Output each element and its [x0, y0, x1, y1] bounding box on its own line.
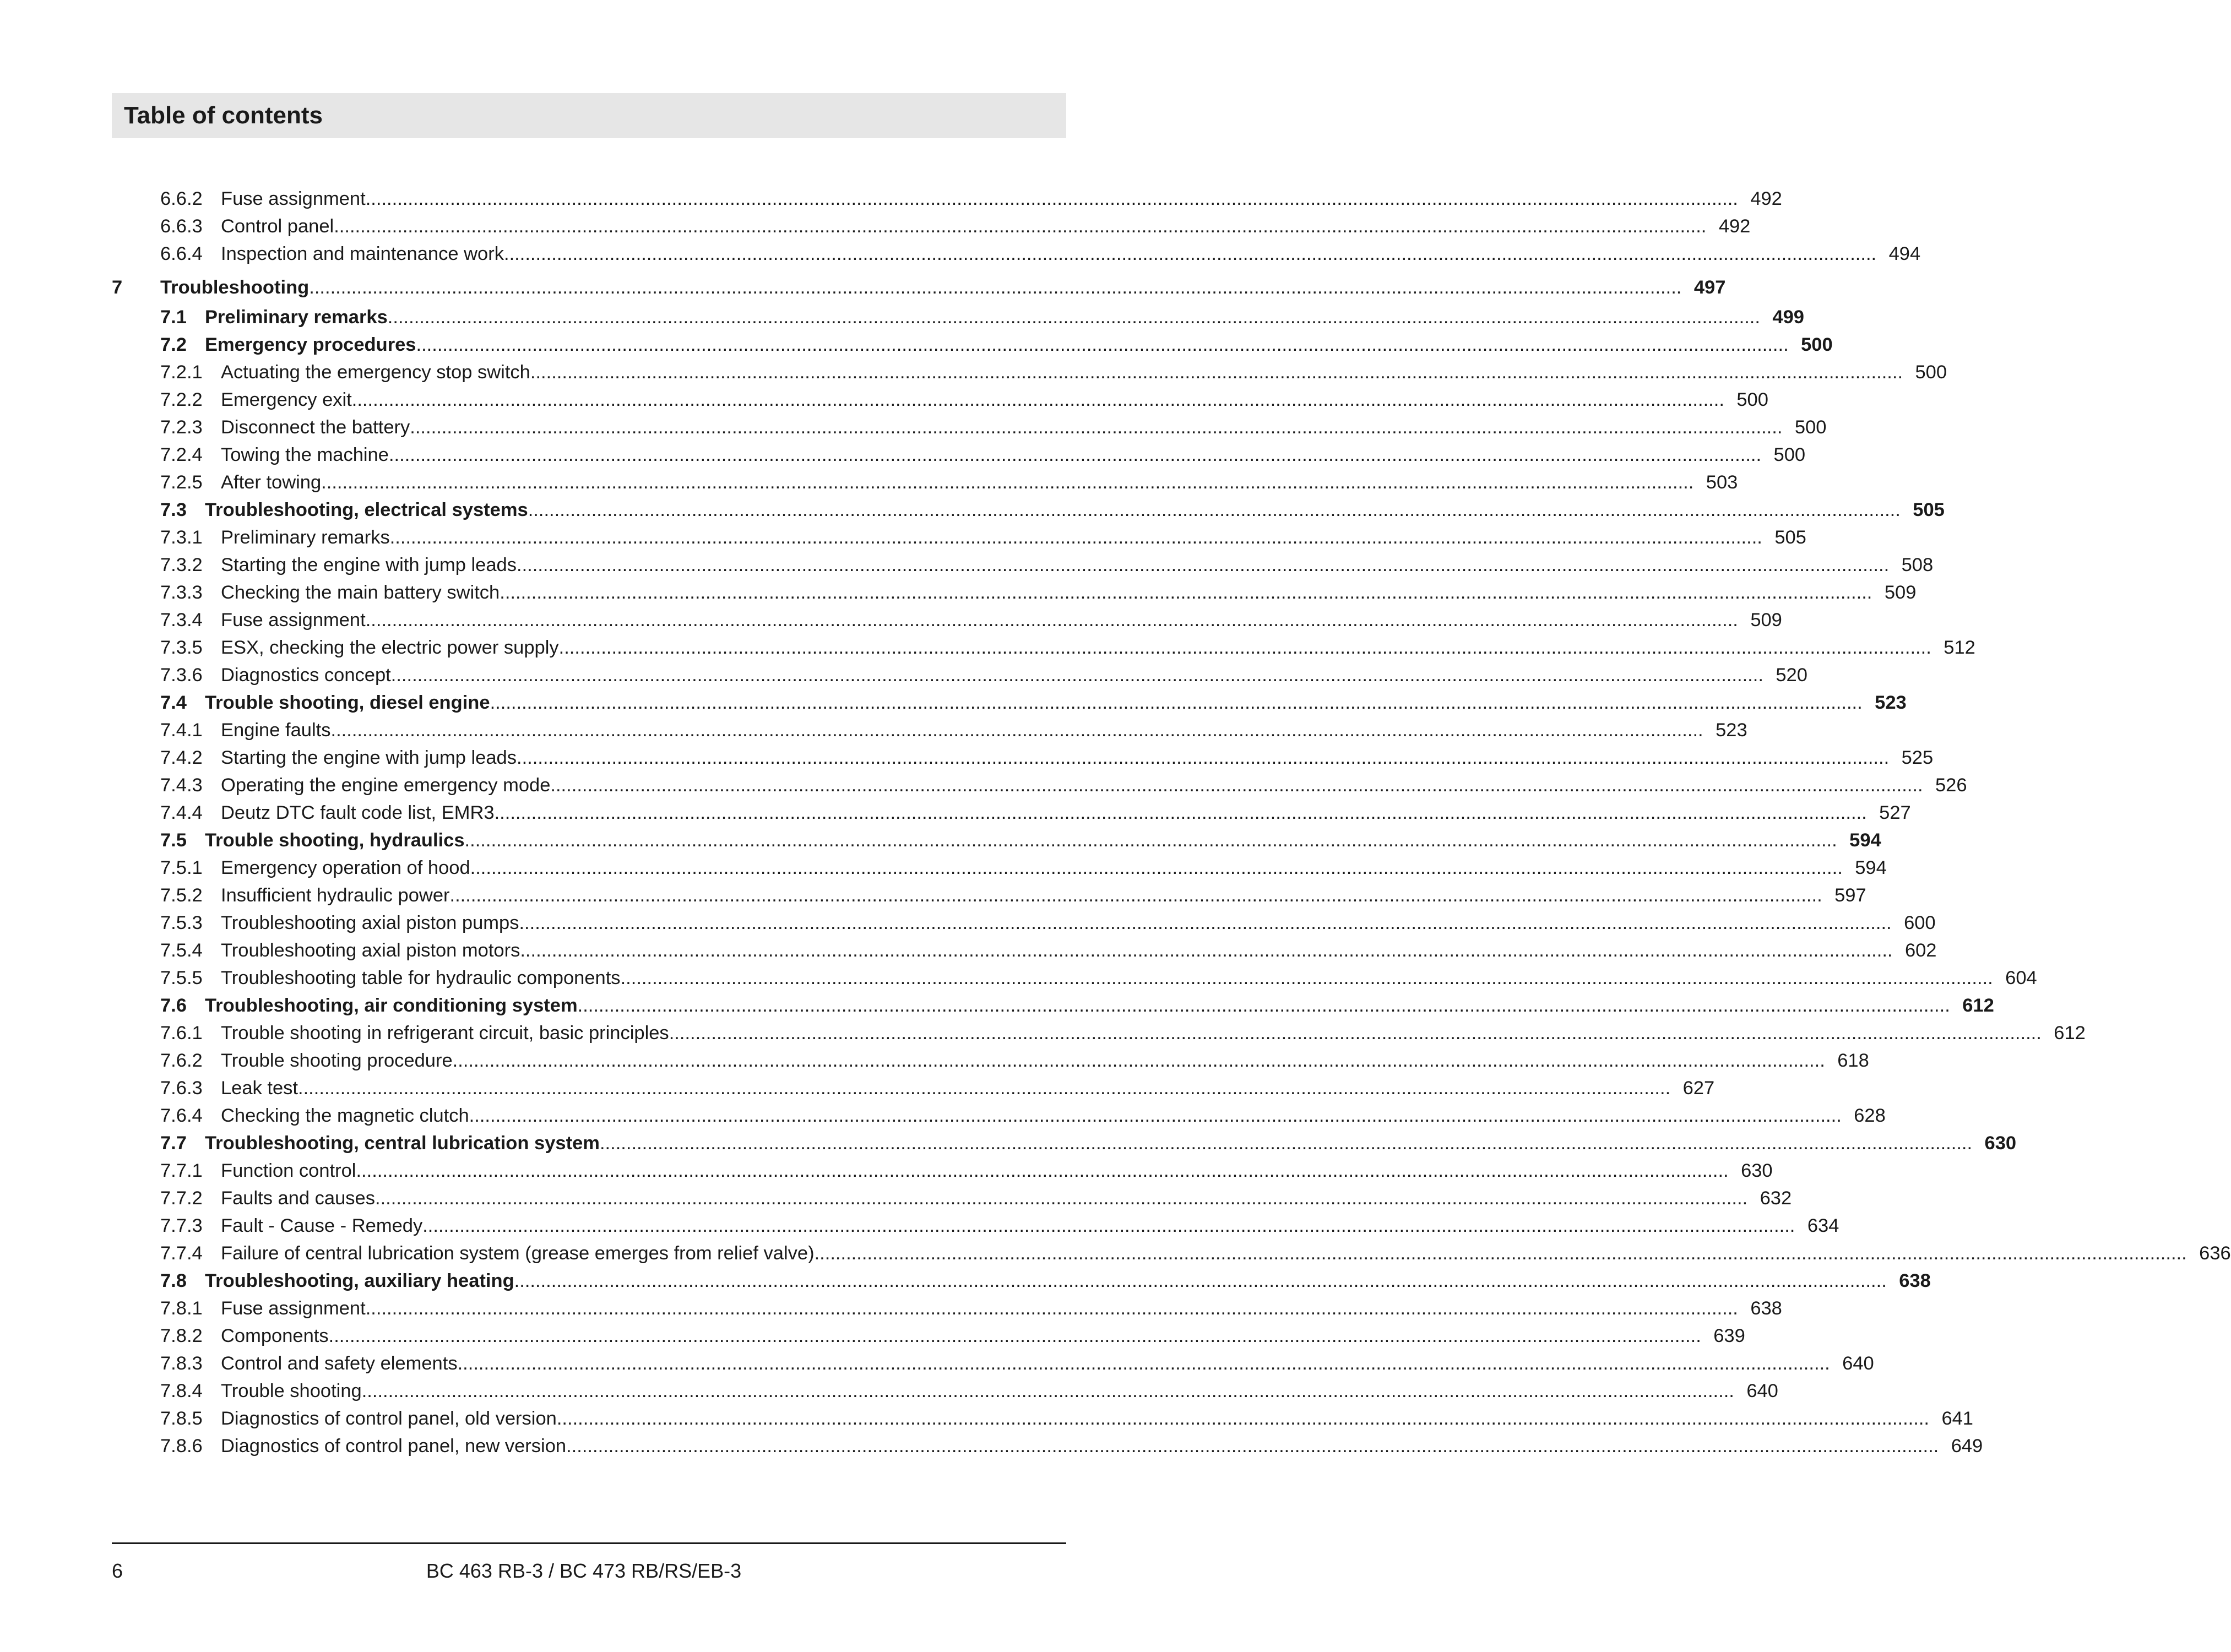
toc-entry[interactable] — [160, 1350, 1874, 1377]
toc-dot-leader: .................................................................................................................................................................................................................................................................... — [814, 1243, 2187, 1264]
toc-entry-title: Deutz DTC fault code list, EMR3 — [221, 802, 495, 823]
toc-entry[interactable] — [160, 634, 1975, 661]
toc-entry-number: 6.6.3 — [160, 216, 203, 237]
toc-entry-number: 7.8.3 — [160, 1353, 203, 1374]
toc-entry-page: 641 — [1941, 1408, 1973, 1429]
toc-dot-leader: .................................................................................................................................................................................................................................................................... — [620, 968, 1993, 988]
toc-entry-title: Diagnostics concept — [221, 665, 391, 686]
toc-entry-page: 628 — [1854, 1105, 1886, 1126]
toc-entry-title: Troubleshooting — [160, 277, 310, 298]
toc-dot-leader: .................................................................................................................................................................................................................................................................... — [298, 1078, 1671, 1099]
toc-entry-title: Disconnect the battery — [221, 417, 410, 438]
toc-entry[interactable] — [160, 1047, 1869, 1074]
toc-entry-page: 640 — [1746, 1381, 1778, 1401]
toc-entry[interactable] — [160, 303, 1804, 331]
toc-entry-page: 638 — [1899, 1270, 1931, 1291]
toc-entry-page: 604 — [2005, 968, 2037, 988]
toc-entry-number: 7.4 — [160, 692, 187, 713]
toc-entry-title: Troubleshooting, central lubrication system — [205, 1133, 600, 1154]
toc-entry-page: 520 — [1776, 665, 1807, 686]
toc-entry-title: Trouble shooting, hydraulics — [205, 830, 465, 851]
toc-entry-page: 497 — [1693, 277, 1726, 298]
toc-entry[interactable] — [160, 1267, 1931, 1295]
toc-entry[interactable] — [160, 185, 1782, 213]
toc-entry-page: 594 — [1855, 857, 1887, 878]
toc-entry[interactable] — [160, 1212, 1839, 1240]
toc-entry[interactable] — [160, 661, 1807, 689]
toc-entry-page: 509 — [1750, 610, 1782, 631]
toc-entry[interactable] — [160, 213, 1751, 240]
toc-entry-number: 7.5.4 — [160, 940, 203, 961]
toc-entry-title: Faults and causes — [221, 1188, 375, 1209]
toc-entry-title: Control and safety elements — [221, 1353, 458, 1374]
toc-entry[interactable] — [160, 1432, 1983, 1460]
toc-entry-title: Inspection and maintenance work — [221, 243, 504, 264]
toc-entry[interactable] — [160, 771, 1967, 799]
toc-entry-number: 6.6.4 — [160, 243, 203, 264]
toc-dot-leader: .................................................................................................................................................................................................................................................................... — [321, 472, 1694, 493]
toc-entry-number: 7.8.1 — [160, 1298, 203, 1319]
toc-entry-number: 7.6.3 — [160, 1078, 203, 1099]
toc-entry-title: Troubleshooting, auxiliary heating — [205, 1270, 514, 1291]
toc-entry-page: 503 — [1706, 472, 1738, 493]
footer-model-name: BC 463 RB-3 / BC 473 RB/RS/EB-3 — [426, 1559, 742, 1582]
toc-entry-page: 523 — [1875, 692, 1907, 713]
toc-dot-leader: .................................................................................................................................................................................................................................................................... — [530, 362, 1903, 383]
toc-entry-title: Checking the main battery switch — [221, 582, 500, 603]
toc-entry-number: 7.8.5 — [160, 1408, 203, 1429]
toc-entry-number: 7.2.1 — [160, 362, 203, 383]
toc-dot-leader: .................................................................................................................................................................................................................................................................... — [422, 1215, 1795, 1236]
toc-entry[interactable] — [160, 1102, 1886, 1129]
toc-dot-leader: .................................................................................................................................................................................................................................................................... — [375, 1188, 1748, 1209]
toc-entry[interactable] — [160, 1295, 1782, 1322]
toc-entry-page: 492 — [1718, 216, 1751, 237]
toc-dot-leader: .................................................................................................................................................................................................................................................................... — [365, 1298, 1738, 1319]
toc-entry-page: 509 — [1884, 582, 1917, 603]
toc-dot-leader: .................................................................................................................................................................................................................................................................... — [389, 527, 1762, 548]
toc-entry-page: 639 — [1713, 1325, 1745, 1346]
toc-entry-number: 7.3.2 — [160, 555, 203, 575]
toc-entry[interactable] — [160, 689, 1907, 716]
toc-entry-number: 7.4.2 — [160, 747, 203, 768]
toc-dot-leader: .................................................................................................................................................................................................................................................................... — [514, 1270, 1887, 1291]
footer-page-number: 6 — [112, 1559, 123, 1582]
toc-dot-leader: .................................................................................................................................................................................................................................................................... — [351, 389, 1724, 410]
toc-dot-leader: .................................................................................................................................................................................................................................................................... — [577, 995, 1950, 1016]
toc-entry-number: 7.2 — [160, 334, 187, 355]
toc-entry-title: After towing — [221, 472, 322, 493]
toc-entry-title: Preliminary remarks — [221, 527, 390, 548]
toc-entry-title: Components — [221, 1325, 329, 1346]
toc-dot-leader: .................................................................................................................................................................................................................................................................... — [365, 610, 1738, 631]
toc-entry-page: 612 — [1962, 995, 1994, 1016]
toc-dot-leader: .................................................................................................................................................................................................................................................................... — [669, 1023, 2042, 1044]
toc-entry[interactable] — [160, 331, 1833, 358]
toc-entry-title: Trouble shooting in refrigerant circuit, basic principles — [221, 1023, 669, 1044]
toc-entry-title: Fuse assignment — [221, 1298, 366, 1319]
toc-entry-number: 7.8.2 — [160, 1325, 203, 1346]
toc-entry[interactable] — [160, 1019, 2086, 1047]
toc-entry-page: 508 — [1901, 555, 1934, 575]
toc-entry-title: Control panel — [221, 216, 334, 237]
toc-dot-leader: .................................................................................................................................................................................................................................................................... — [334, 216, 1707, 237]
toc-entry-page: 640 — [1842, 1353, 1874, 1374]
toc-entry-title: Diagnostics of control panel, old version — [221, 1408, 557, 1429]
toc-entry[interactable] — [160, 579, 1917, 606]
toc-entry[interactable] — [160, 799, 1911, 827]
toc-entry[interactable] — [160, 827, 1881, 854]
toc-dot-leader: .................................................................................................................................................................................................................................................................... — [309, 277, 1682, 298]
toc-entry[interactable] — [160, 1184, 1792, 1212]
toc-entry-page: 500 — [1794, 417, 1827, 438]
toc-entry-page: 627 — [1682, 1078, 1715, 1099]
toc-dot-leader: .................................................................................................................................................................................................................................................................... — [388, 444, 1762, 465]
toc-entry-title: Diagnostics of control panel, new version — [221, 1436, 567, 1457]
toc-entry-title: Emergency procedures — [205, 334, 416, 355]
toc-dot-leader: .................................................................................................................................................................................................................................................................... — [599, 1133, 1973, 1154]
toc-entry-number: 7.3.3 — [160, 582, 203, 603]
toc-dot-leader: .................................................................................................................................................................................................................................................................... — [520, 940, 1893, 961]
toc-entry-title: Starting the engine with jump leads — [221, 747, 517, 768]
toc-entry-number: 7.7.1 — [160, 1160, 203, 1181]
toc-entry[interactable] — [160, 496, 1945, 524]
toc-entry[interactable] — [160, 1322, 1745, 1350]
toc-entry-number: 7.5.5 — [160, 968, 203, 988]
toc-entry-number: 7.1 — [160, 307, 187, 328]
toc-dot-leader: .................................................................................................................................................................................................................................................................... — [494, 802, 1867, 823]
toc-entry[interactable] — [160, 1405, 1973, 1432]
toc-entry-number: 7.5.1 — [160, 857, 203, 878]
toc-entry-number: 7.3.6 — [160, 665, 203, 686]
toc-entry-page: 499 — [1772, 307, 1804, 328]
toc-dot-leader: .................................................................................................................................................................................................................................................................... — [464, 830, 1837, 851]
toc-entry-number: 7.7 — [160, 1133, 187, 1154]
toc-entry-page: 618 — [1837, 1050, 1869, 1071]
toc-entry-title: Operating the engine emergency mode — [221, 775, 551, 796]
toc-entry-title: Trouble shooting — [221, 1381, 362, 1401]
toc-entry[interactable] — [112, 274, 1726, 301]
toc-entry-page: 500 — [1915, 362, 1947, 383]
toc-entry-page: 505 — [1774, 527, 1806, 548]
toc-entry[interactable] — [160, 1074, 1715, 1102]
toc-dot-leader: .................................................................................................................................................................................................................................................................... — [457, 1353, 1830, 1374]
toc-entry-number: 7.4.1 — [160, 720, 203, 741]
toc-entry-number: 7.6.2 — [160, 1050, 203, 1071]
toc-entry-number: 7.3 — [160, 499, 187, 520]
toc-entry-title: Emergency exit — [221, 389, 352, 410]
toc-entry-page: 602 — [1904, 940, 1937, 961]
toc-entry-number: 7.5 — [160, 830, 187, 851]
toc-entry-title: Troubleshooting, air conditioning system — [205, 995, 578, 1016]
toc-dot-leader: .................................................................................................................................................................................................................................................................... — [490, 692, 1863, 713]
toc-entry-title: Function control — [221, 1160, 356, 1181]
toc-entry-page: 512 — [1944, 637, 1975, 658]
toc-entry-title: Starting the engine with jump leads — [221, 555, 517, 575]
toc-entry-number: 7.2.2 — [160, 389, 203, 410]
toc-entry-page: 636 — [2199, 1243, 2231, 1264]
footer-divider — [112, 1542, 1066, 1544]
toc-entry[interactable] — [160, 524, 1806, 551]
toc-entry[interactable] — [160, 1129, 2017, 1157]
toc-entry-page: 500 — [1736, 389, 1768, 410]
toc-dot-leader: .................................................................................................................................................................................................................................................................... — [449, 885, 1822, 906]
toc-entry[interactable] — [160, 441, 1806, 469]
toc-entry[interactable] — [160, 551, 1934, 579]
toc-dot-leader: .................................................................................................................................................................................................................................................................... — [356, 1160, 1729, 1181]
toc-entry-number: 7.8 — [160, 1270, 187, 1291]
toc-dot-leader: .................................................................................................................................................................................................................................................................... — [416, 334, 1789, 355]
toc-dot-leader: .................................................................................................................................................................................................................................................................... — [328, 1325, 1701, 1346]
toc-entry-page: 527 — [1879, 802, 1911, 823]
toc-entry-title: Engine faults — [221, 720, 331, 741]
toc-entry[interactable] — [160, 964, 2037, 992]
toc-dot-leader: .................................................................................................................................................................................................................................................................... — [390, 665, 1763, 686]
toc-dot-leader: .................................................................................................................................................................................................................................................................... — [517, 747, 1890, 768]
toc-entry-number: 7.8.4 — [160, 1381, 203, 1401]
toc-dot-leader: .................................................................................................................................................................................................................................................................... — [470, 857, 1843, 878]
toc-entry-number: 7.2.3 — [160, 417, 203, 438]
toc-entry[interactable] — [160, 937, 1937, 964]
toc-entry-number: 7.7.3 — [160, 1215, 203, 1236]
toc-entry-title: Troubleshooting table for hydraulic components — [221, 968, 621, 988]
toc-entry-page: 505 — [1913, 499, 1945, 520]
toc-entry-title: Failure of central lubrication system (grease emerges from relief valve) — [221, 1243, 815, 1264]
toc-entry-page: 638 — [1750, 1298, 1782, 1319]
toc-entry-page: 523 — [1716, 720, 1747, 741]
toc-entry-number: 7.7.4 — [160, 1243, 203, 1264]
toc-entry-title: Trouble shooting procedure — [221, 1050, 453, 1071]
toc-dot-leader: .................................................................................................................................................................................................................................................................... — [452, 1050, 1825, 1071]
toc-entry-title: ESX, checking the electric power supply — [221, 637, 559, 658]
toc-entry-page: 494 — [1888, 243, 1921, 264]
toc-entry-title: Leak test — [221, 1078, 298, 1099]
toc-entry-title: Fuse assignment — [221, 610, 366, 631]
toc-entry-title: Trouble shooting, diesel engine — [205, 692, 490, 713]
toc-dot-leader: .................................................................................................................................................................................................................................................................... — [503, 243, 1877, 264]
toc-entry-number: 7.8.6 — [160, 1436, 203, 1457]
toc-entry[interactable] — [160, 606, 1782, 634]
toc-entry[interactable] — [160, 1157, 1773, 1184]
toc-entry-page: 526 — [1935, 775, 1967, 796]
toc-entry-number: 7.2.5 — [160, 472, 203, 493]
toc-entry-title: Fuse assignment — [221, 188, 366, 209]
toc-entry[interactable] — [160, 716, 1747, 744]
toc-entry[interactable] — [160, 744, 1934, 771]
toc-entry-number: 7.6 — [160, 995, 187, 1016]
toc-entry-number: 7.6.4 — [160, 1105, 203, 1126]
toc-entry[interactable] — [160, 414, 1827, 441]
toc-entry-page: 500 — [1773, 444, 1806, 465]
toc-dot-leader: .................................................................................................................................................................................................................................................................... — [556, 1408, 1929, 1429]
toc-entry[interactable] — [160, 1377, 1778, 1405]
toc-dot-leader: .................................................................................................................................................................................................................................................................... — [517, 555, 1890, 575]
toc-entry-page: 630 — [1984, 1133, 2017, 1154]
toc-entry-title: Insufficient hydraulic power — [221, 885, 450, 906]
toc-entry[interactable] — [160, 240, 1921, 268]
toc-dot-leader: .................................................................................................................................................................................................................................................................... — [519, 912, 1892, 933]
toc-dot-leader: .................................................................................................................................................................................................................................................................... — [330, 720, 1703, 741]
toc-entry-title: Emergency operation of hood — [221, 857, 470, 878]
toc-entry[interactable] — [160, 469, 1738, 496]
toc-entry-number: 7 — [112, 277, 123, 298]
toc-dot-leader: .................................................................................................................................................................................................................................................................... — [410, 417, 1783, 438]
toc-entry-number: 6.6.2 — [160, 188, 203, 209]
toc-entry-title: Checking the magnetic clutch — [221, 1105, 469, 1126]
toc-entry-page: 597 — [1834, 885, 1866, 906]
toc-entry-number: 7.4.3 — [160, 775, 203, 796]
toc-entry-number: 7.5.3 — [160, 912, 203, 933]
toc-dot-leader: .................................................................................................................................................................................................................................................................... — [469, 1105, 1842, 1126]
toc-entry-page: 634 — [1807, 1215, 1839, 1236]
toc-dot-leader: .................................................................................................................................................................................................................................................................... — [550, 775, 1923, 796]
page-title: Table of contents — [124, 102, 323, 129]
toc-entry-number: 7.3.4 — [160, 610, 203, 631]
toc-dot-leader: .................................................................................................................................................................................................................................................................... — [528, 499, 1901, 520]
toc-entry[interactable] — [160, 909, 1936, 937]
toc-dot-leader: .................................................................................................................................................................................................................................................................... — [387, 307, 1760, 328]
toc-entry-page: 632 — [1760, 1188, 1792, 1209]
toc-entry[interactable] — [160, 386, 1768, 414]
toc-entry[interactable] — [160, 992, 1994, 1019]
toc-entry-number: 7.6.1 — [160, 1023, 203, 1044]
toc-entry-page: 600 — [1904, 912, 1936, 933]
toc-entry-title: Actuating the emergency stop switch — [221, 362, 530, 383]
toc-entry[interactable] — [160, 882, 1866, 909]
toc-entry-title: Fault - Cause - Remedy — [221, 1215, 423, 1236]
toc-dot-leader: .................................................................................................................................................................................................................................................................... — [361, 1381, 1734, 1401]
toc-entry-page: 500 — [1801, 334, 1833, 355]
toc-entry-title: Troubleshooting axial piston motors — [221, 940, 520, 961]
toc-dot-leader: .................................................................................................................................................................................................................................................................... — [365, 188, 1738, 209]
toc-entry[interactable] — [160, 854, 1887, 882]
toc-entry-title: Troubleshooting, electrical systems — [205, 499, 528, 520]
toc-entry[interactable] — [160, 1240, 2231, 1267]
toc-entry-title: Troubleshooting axial piston pumps — [221, 912, 519, 933]
toc-entry-page: 630 — [1741, 1160, 1773, 1181]
toc-dot-leader: .................................................................................................................................................................................................................................................................... — [566, 1436, 1939, 1457]
toc-entry-page: 649 — [1951, 1436, 1983, 1457]
toc-entry-number: 7.3.5 — [160, 637, 203, 658]
toc-entry-page: 612 — [2054, 1023, 2086, 1044]
toc-entry-page: 525 — [1901, 747, 1934, 768]
toc-entry[interactable] — [160, 358, 1947, 386]
toc-entry-title: Preliminary remarks — [205, 307, 388, 328]
toc-dot-leader: .................................................................................................................................................................................................................................................................... — [500, 582, 1872, 603]
toc-dot-leader: .................................................................................................................................................................................................................................................................... — [558, 637, 1931, 658]
toc-entry-number: 7.7.2 — [160, 1188, 203, 1209]
toc-entry-number: 7.2.4 — [160, 444, 203, 465]
toc-entry-page: 594 — [1849, 830, 1881, 851]
toc-entry-number: 7.5.2 — [160, 885, 203, 906]
toc-entry-number: 7.3.1 — [160, 527, 203, 548]
toc-entry-page: 492 — [1750, 188, 1782, 209]
toc-entry-title: Towing the machine — [221, 444, 389, 465]
toc-entry-number: 7.4.4 — [160, 802, 203, 823]
